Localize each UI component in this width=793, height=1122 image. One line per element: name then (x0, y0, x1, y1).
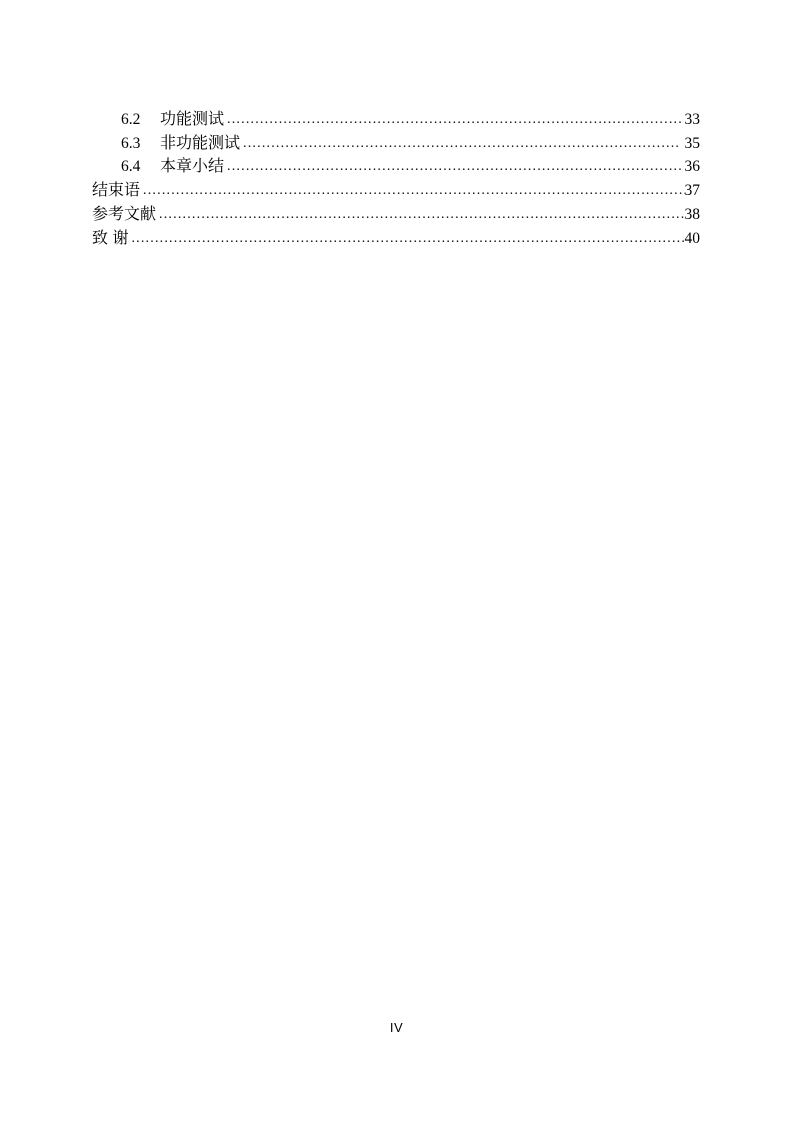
toc-entry-page: 38 (684, 205, 700, 223)
table-of-contents (92, 109, 700, 251)
toc-entry-number: 6.4 (121, 158, 141, 176)
dot-leader (131, 228, 684, 251)
toc-entry (92, 228, 700, 252)
toc-entry-page: 40 (684, 229, 700, 247)
dot-leader (227, 109, 680, 132)
toc-entry (92, 156, 700, 180)
dot-leader (159, 204, 684, 227)
toc-entry-title: 参考文献 (92, 205, 157, 223)
dot-leader (243, 133, 680, 156)
toc-entry-page: 36 (684, 158, 700, 176)
toc-entry (92, 109, 700, 133)
toc-entry (92, 133, 700, 157)
toc-entry (92, 204, 700, 228)
page-footer (0, 1019, 793, 1037)
page-number: IV (389, 1020, 404, 1035)
toc-entry-page: 37 (684, 182, 700, 200)
dot-leader (227, 156, 680, 179)
toc-entry-title: 功能测试 (160, 111, 225, 128)
toc-entry-title: 致 谢 (92, 229, 129, 247)
dot-leader (143, 180, 684, 203)
toc-entry-page: 33 (684, 111, 700, 128)
toc-entry-title: 本章小结 (160, 158, 225, 176)
toc-entry-title: 非功能测试 (160, 134, 241, 152)
toc-entry-page: 35 (684, 134, 700, 152)
toc-entry-title: 结束语 (92, 182, 141, 200)
toc-entry-number: 6.2 (121, 111, 141, 128)
toc-entry-number: 6.3 (121, 134, 141, 152)
toc-entry (92, 180, 700, 204)
